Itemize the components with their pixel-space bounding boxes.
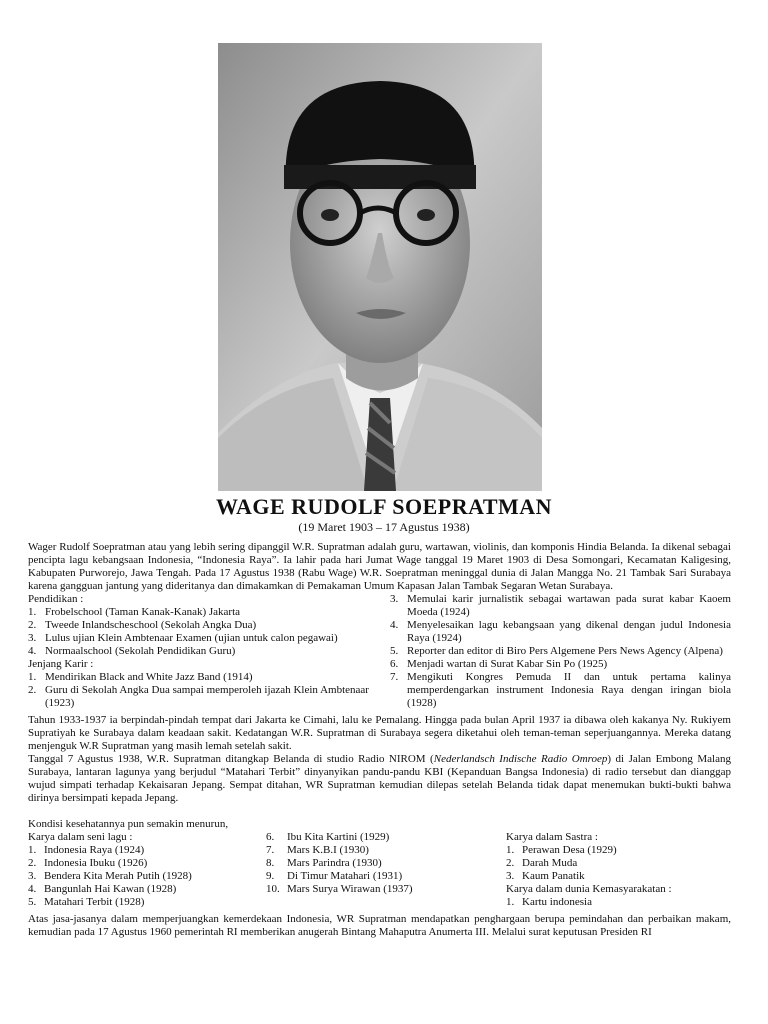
life-dates: (19 Maret 1903 – 17 Agustus 1938) bbox=[298, 520, 470, 534]
kondisi-text: Kondisi kesehatannya pun semakin menurun, bbox=[28, 818, 229, 830]
pendidikan-list bbox=[28, 606, 369, 658]
list-item: 4. Normaalschool (Sekolah Pendidikan Guru) bbox=[28, 645, 236, 657]
two-column-section bbox=[28, 593, 731, 710]
list-item: 3. Memulai karir jurnalistik sebagai wartawan pada surat kabar Kaoem Moeda (1924) bbox=[390, 593, 731, 618]
sastra-heading: Karya dalam Sastra : bbox=[506, 831, 598, 843]
list-item: 5. Matahari Terbit (1928) bbox=[28, 896, 145, 908]
list-item: 3. Bendera Kita Merah Putih (1928) bbox=[28, 870, 192, 882]
list-item: 1. Frobelschool (Taman Kanak-Kanak) Jakarta bbox=[28, 606, 241, 618]
list-item: 1. Kartu indonesia bbox=[506, 896, 592, 908]
page-title: WAGE RUDOLF SOEPRATMAN bbox=[215, 494, 553, 519]
karir-list-left bbox=[28, 671, 369, 710]
paragraph-honors: Atas jasa-jasanya dalam memperjuangkan kemerdekaan Indonesia, WR Supratman mendapatkan penghargaan berupa pemindahan dan perbaikan makam, kemudian pada 17 Agustus 1960 pemerintah RI memberikan anugerah Bintang Mahaputra Anumerta III. Melalui surat keputusan Presiden RI bbox=[28, 913, 731, 938]
article-body bbox=[28, 541, 731, 939]
list-item: 10. Mars Surya Wirawan (1937) bbox=[266, 883, 413, 895]
pendidikan-heading: Pendidikan : bbox=[28, 593, 84, 605]
list-item: 2. Darah Muda bbox=[506, 857, 578, 869]
works-column-3 bbox=[506, 818, 731, 909]
seni-list-2 bbox=[266, 831, 506, 896]
list-item: 2. Tweede Inlandscheschool (Sekolah Angka Dua) bbox=[28, 619, 257, 631]
list-item: 3. Kaum Panatik bbox=[506, 870, 585, 882]
works-column-1 bbox=[28, 818, 266, 909]
nirom-italic: Nederlandsch Indische Radio Omroep bbox=[433, 753, 608, 765]
intro-paragraph: Wager Rudolf Soepratman atau yang lebih sering dipanggil W.R. Supratman adalah guru, wartawan, violinis, dan komponis Hindia Belanda. Ia dikenal sebagai pencipta lagu kebangsaan Indonesia, “Indonesia Raya”. Ia lahir pada hari Jumat Wage tanggal 19 Maret 1903 di Desa Somongari, Kecamatan Kaligesing, Kabupaten Purworejo, Jawa Tengah. Pada 17 Agustus 1938 (Rabu Wage) W.R. Soepratman meninggal dunia di Jalan Mangga No. 21 Tambak Sari Surabaya karena gangguan jantung yang dideritanya dan dimakamkan di Pemakaman Umum Kapasan Jalan Tambak Segaran Wetan Surabaya. bbox=[28, 541, 731, 592]
karir-list-right bbox=[390, 593, 731, 710]
list-item: 7. Mars K.B.I (1930) bbox=[266, 844, 369, 856]
works-section bbox=[28, 818, 731, 909]
list-item: 4. Menyelesaikan lagu kebangsaan yang dikenal dengan judul Indonesia Raya (1924) bbox=[390, 619, 731, 644]
list-item: 7. Mengikuti Kongres Pemuda II dan untuk pertama kalinya memperdengarkan instrument Indonesia Raya dengan iringan biola (1928) bbox=[390, 671, 731, 709]
left-column bbox=[28, 593, 369, 710]
karir-heading: Jenjang Karir : bbox=[28, 658, 94, 670]
seni-heading: Karya dalam seni lagu : bbox=[28, 831, 133, 843]
list-item: 6. Ibu Kita Kartini (1929) bbox=[266, 831, 390, 843]
portrait-photo bbox=[218, 43, 542, 491]
paragraph-move-surabaya: Tahun 1933-1937 ia berpindah-pindah tempat dari Jakarta ke Cimahi, lalu ke Pemalang. Hingga pada bulan April 1937 ia dibawa oleh kakanya Ny. Rukiyem Supratiyah ke Surabaya dalam keadaan sakit. Kedatangan W.R. Supratman di Surabaya segera diketahui oleh teman-teman seperjuangannya. Mereka datang menjenguk W.R Supratman yang masih lemah setelah sakit. bbox=[28, 714, 731, 752]
paragraph-arrest: Tanggal 7 Agustus 1938, W.R. Supratman ditangkap Belanda di studio Radio NIROM (Nederlandsch Indische Radio Omroep) di Jalan Embong Malang Surabaya, lantaran lagunya yang berjudul “Matahari Terbit” dinyanyikan pandu-pandu KBI (Kepanduan Bangsa Indonesia) di radio tersebut dan dianggap wujud simpati terhadap Kekaisaran Jepang. Sempat ditahan, WR Supratman kemudian dilepas setelah Belanda tidak dapat menemukan bukti-bukti bahwa dirinya bersimpati kepada Jepang. bbox=[28, 753, 731, 804]
list-item: 4. Bangunlah Hai Kawan (1928) bbox=[28, 883, 177, 895]
works-column-2 bbox=[266, 818, 506, 909]
kemasyarakatan-list bbox=[506, 896, 731, 909]
list-item: 1. Indonesia Raya (1924) bbox=[28, 844, 145, 856]
list-item: 2. Indonesia Ibuku (1926) bbox=[28, 857, 148, 869]
list-item: 6. Menjadi wartan di Surat Kabar Sin Po (1925) bbox=[390, 658, 608, 670]
portrait-illustration bbox=[218, 43, 542, 491]
right-column bbox=[390, 593, 731, 710]
list-item: 3. Lulus ujian Klein Ambtenaar Examen (ujian untuk calon pegawai) bbox=[28, 632, 338, 644]
list-item: 8. Mars Parindra (1930) bbox=[266, 857, 382, 869]
list-item: 1. Mendirikan Black and White Jazz Band (1914) bbox=[28, 671, 253, 683]
list-item: 2. Guru di Sekolah Angka Dua sampai memperoleh ijazah Klein Ambtenaar (1923) bbox=[28, 684, 369, 709]
list-item: 1. Perawan Desa (1929) bbox=[506, 844, 617, 856]
seni-list-1 bbox=[28, 844, 266, 909]
list-item: 5. Reporter dan editor di Biro Pers Algemene Pers News Agency (Alpena) bbox=[390, 645, 723, 657]
sastra-list bbox=[506, 844, 731, 883]
list-item: 9. Di Timur Matahari (1931) bbox=[266, 870, 403, 882]
kemasyarakatan-heading: Karya dalam dunia Kemasyarakatan : bbox=[506, 883, 672, 895]
